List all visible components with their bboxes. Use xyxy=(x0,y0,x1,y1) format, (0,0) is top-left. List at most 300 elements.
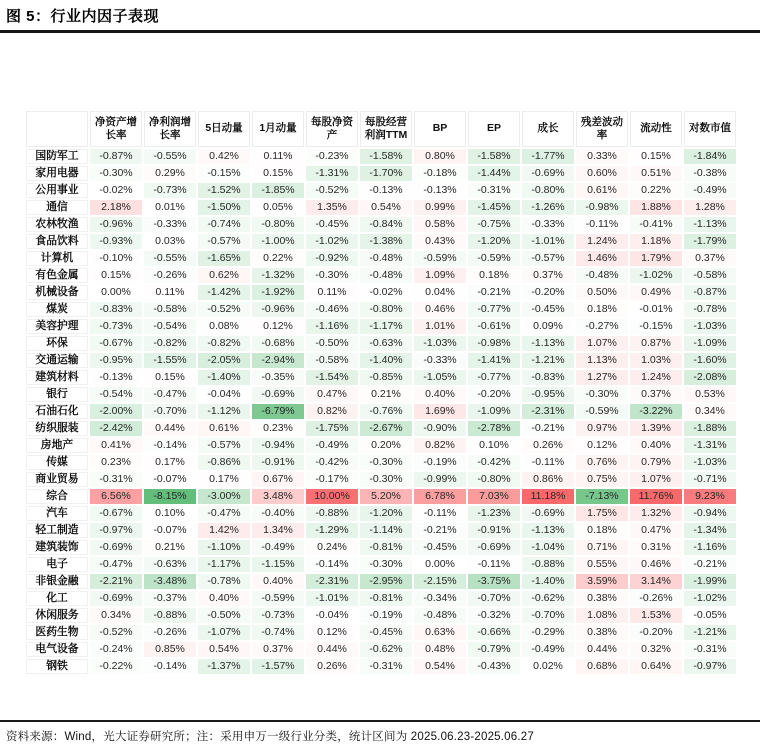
heatmap-cell: 0.87% xyxy=(630,336,682,351)
table-row xyxy=(26,642,736,657)
row-label: 环保 xyxy=(26,336,88,351)
heatmap-cell: -0.11% xyxy=(468,557,520,572)
heatmap-cell: 0.85% xyxy=(144,642,196,657)
heatmap-cell: -0.70% xyxy=(468,591,520,606)
heatmap-cell: -0.81% xyxy=(360,591,412,606)
heatmap-cell: 0.50% xyxy=(576,285,628,300)
heatmap-cell: 0.05% xyxy=(252,200,304,215)
heatmap-cell: 0.31% xyxy=(630,540,682,555)
heatmap-cell: -0.59% xyxy=(414,251,466,266)
heatmap-cell: -8.15% xyxy=(144,489,196,504)
heatmap-cell: -0.26% xyxy=(144,625,196,640)
heatmap-cell: -0.04% xyxy=(198,387,250,402)
column-header: 对数市值 xyxy=(684,111,736,147)
heatmap-cell: 0.33% xyxy=(576,149,628,164)
heatmap-cell: -0.82% xyxy=(144,336,196,351)
heatmap-cell: -0.52% xyxy=(198,302,250,317)
heatmap-cell: -0.79% xyxy=(468,642,520,657)
heatmap-cell: -0.80% xyxy=(360,302,412,317)
heatmap-cell: -0.30% xyxy=(90,166,142,181)
heatmap-cell: -0.49% xyxy=(306,438,358,453)
heatmap-cell: -1.21% xyxy=(522,353,574,368)
heatmap-cell: -1.02% xyxy=(630,268,682,283)
heatmap-cell: 0.47% xyxy=(306,387,358,402)
heatmap-cell: -0.69% xyxy=(522,166,574,181)
heatmap-cell: -0.69% xyxy=(90,540,142,555)
row-label: 农林牧渔 xyxy=(26,217,88,232)
heatmap-cell: 0.41% xyxy=(90,438,142,453)
heatmap-cell: -0.33% xyxy=(414,353,466,368)
heatmap-cell: -0.94% xyxy=(684,506,736,521)
heatmap-cell: -1.09% xyxy=(684,336,736,351)
heatmap-cell: -0.41% xyxy=(630,217,682,232)
row-label: 食品饮料 xyxy=(26,234,88,249)
heatmap-cell: -1.38% xyxy=(360,234,412,249)
heatmap-cell: -0.59% xyxy=(468,251,520,266)
table-row xyxy=(26,353,736,368)
table-row xyxy=(26,404,736,419)
heatmap-cell: -0.69% xyxy=(90,591,142,606)
row-label: 医药生物 xyxy=(26,625,88,640)
row-label: 综合 xyxy=(26,489,88,504)
heatmap-cell: 0.12% xyxy=(576,438,628,453)
heatmap-cell: -0.46% xyxy=(306,302,358,317)
row-label: 交通运输 xyxy=(26,353,88,368)
header-row xyxy=(26,111,736,147)
heatmap-cell: -0.29% xyxy=(522,625,574,640)
heatmap-cell: 0.26% xyxy=(522,438,574,453)
heatmap-cell: 0.42% xyxy=(198,149,250,164)
heatmap-cell: -1.13% xyxy=(522,336,574,351)
heatmap-cell: 0.82% xyxy=(306,404,358,419)
heatmap-cell: -0.48% xyxy=(414,608,466,623)
heatmap-cell: -1.02% xyxy=(306,234,358,249)
heatmap-cell: 0.40% xyxy=(252,574,304,589)
heatmap-cell: -0.93% xyxy=(90,234,142,249)
heatmap-cell: -0.78% xyxy=(684,302,736,317)
table-row xyxy=(26,166,736,181)
heatmap-cell: -0.30% xyxy=(306,268,358,283)
heatmap-cell: -0.76% xyxy=(360,404,412,419)
heatmap-cell: -0.80% xyxy=(252,217,304,232)
heatmap-cell: -0.88% xyxy=(144,608,196,623)
heatmap-cell: -0.73% xyxy=(144,183,196,198)
heatmap-cell: -1.57% xyxy=(252,659,304,674)
table-body xyxy=(26,149,736,674)
heatmap-cell: -0.30% xyxy=(360,455,412,470)
heatmap-cell: -1.03% xyxy=(684,455,736,470)
heatmap-cell: -1.77% xyxy=(522,149,574,164)
heatmap-cell: -0.24% xyxy=(90,642,142,657)
heatmap-cell: -0.07% xyxy=(144,472,196,487)
heatmap-cell: 0.80% xyxy=(414,149,466,164)
heatmap-cell: 6.56% xyxy=(90,489,142,504)
heatmap-cell: 0.68% xyxy=(576,659,628,674)
heatmap-cell: -1.29% xyxy=(306,523,358,538)
heatmap-cell: -1.17% xyxy=(360,319,412,334)
heatmap-cell: -1.37% xyxy=(198,659,250,674)
heatmap-cell: -0.47% xyxy=(90,557,142,572)
row-label: 石油石化 xyxy=(26,404,88,419)
heatmap-cell: -0.19% xyxy=(360,608,412,623)
heatmap-cell: -0.30% xyxy=(360,557,412,572)
heatmap-cell: 0.21% xyxy=(144,540,196,555)
heatmap-cell: 0.67% xyxy=(252,472,304,487)
heatmap-cell: 0.02% xyxy=(522,659,574,674)
heatmap-cell: -1.40% xyxy=(522,574,574,589)
heatmap-cell: 0.46% xyxy=(630,557,682,572)
heatmap-cell: -0.43% xyxy=(468,659,520,674)
heatmap-cell: -0.57% xyxy=(198,234,250,249)
heatmap-cell: -0.45% xyxy=(414,540,466,555)
heatmap-cell: 0.00% xyxy=(90,285,142,300)
heatmap-cell: 0.75% xyxy=(576,472,628,487)
heatmap-cell: -1.03% xyxy=(414,336,466,351)
table-row xyxy=(26,489,736,504)
heatmap-cell: 1.75% xyxy=(576,506,628,521)
table-row xyxy=(26,251,736,266)
heatmap-cell: 11.76% xyxy=(630,489,682,504)
heatmap-cell: -0.95% xyxy=(90,353,142,368)
heatmap-cell: 0.26% xyxy=(306,659,358,674)
heatmap-cell: 1.88% xyxy=(630,200,682,215)
heatmap-cell: -0.58% xyxy=(144,302,196,317)
row-label: 非银金融 xyxy=(26,574,88,589)
heatmap-cell: -1.34% xyxy=(684,523,736,538)
heatmap-cell: 0.24% xyxy=(306,540,358,555)
heatmap-cell: -0.97% xyxy=(90,523,142,538)
heatmap-cell: -0.15% xyxy=(198,166,250,181)
row-label: 钢铁 xyxy=(26,659,88,674)
heatmap-cell: -0.77% xyxy=(468,370,520,385)
table-row xyxy=(26,217,736,232)
heatmap-cell: 1.18% xyxy=(630,234,682,249)
column-header: 5日动量 xyxy=(198,111,250,147)
heatmap-cell: 0.20% xyxy=(360,438,412,453)
heatmap-cell: 1.03% xyxy=(630,353,682,368)
heatmap-cell: 0.37% xyxy=(522,268,574,283)
heatmap-cell: -0.11% xyxy=(414,506,466,521)
heatmap-cell: 0.71% xyxy=(576,540,628,555)
heatmap-cell: -0.32% xyxy=(468,608,520,623)
heatmap-cell: -0.14% xyxy=(144,438,196,453)
heatmap-cell: -0.48% xyxy=(576,268,628,283)
row-label: 纺织服装 xyxy=(26,421,88,436)
heatmap-cell: 0.11% xyxy=(144,285,196,300)
table-row xyxy=(26,540,736,555)
heatmap-cell: 1.79% xyxy=(630,251,682,266)
heatmap-cell: -1.85% xyxy=(252,183,304,198)
heatmap-cell: 0.40% xyxy=(198,591,250,606)
factor-heatmap-table xyxy=(24,109,738,676)
heatmap-cell: -0.69% xyxy=(468,540,520,555)
heatmap-cell: -1.31% xyxy=(684,438,736,453)
heatmap-cell: -0.97% xyxy=(684,659,736,674)
heatmap-cell: 3.59% xyxy=(576,574,628,589)
heatmap-cell: 0.54% xyxy=(360,200,412,215)
heatmap-cell: -0.19% xyxy=(414,455,466,470)
heatmap-cell: 1.69% xyxy=(414,404,466,419)
heatmap-cell: 0.44% xyxy=(144,421,196,436)
column-header: 流动性 xyxy=(630,111,682,147)
heatmap-cell: -0.98% xyxy=(468,336,520,351)
heatmap-cell: -0.02% xyxy=(90,183,142,198)
heatmap-cell: -1.70% xyxy=(360,166,412,181)
heatmap-cell: -0.35% xyxy=(252,370,304,385)
heatmap-cell: -0.80% xyxy=(468,472,520,487)
heatmap-cell: -0.90% xyxy=(414,421,466,436)
heatmap-cell: 0.17% xyxy=(144,455,196,470)
heatmap-cell: -0.15% xyxy=(630,319,682,334)
heatmap-cell: -0.86% xyxy=(198,455,250,470)
heatmap-cell: 0.34% xyxy=(684,404,736,419)
heatmap-cell: -0.34% xyxy=(414,591,466,606)
heatmap-cell: -2.21% xyxy=(90,574,142,589)
heatmap-cell: -1.23% xyxy=(468,506,520,521)
heatmap-cell: 0.11% xyxy=(306,285,358,300)
heatmap-cell: -0.69% xyxy=(522,506,574,521)
heatmap-cell: 0.22% xyxy=(630,183,682,198)
row-label: 银行 xyxy=(26,387,88,402)
heatmap-cell: -2.67% xyxy=(360,421,412,436)
heatmap-cell: -1.12% xyxy=(198,404,250,419)
heatmap-cell: 0.40% xyxy=(414,387,466,402)
heatmap-cell: 1.42% xyxy=(198,523,250,538)
heatmap-cell: 0.47% xyxy=(630,523,682,538)
heatmap-cell: -1.17% xyxy=(198,557,250,572)
heatmap-cell: 0.37% xyxy=(684,251,736,266)
heatmap-cell: 0.15% xyxy=(252,166,304,181)
heatmap-cell: 0.53% xyxy=(684,387,736,402)
heatmap-cell: -1.75% xyxy=(306,421,358,436)
heatmap-cell: -0.49% xyxy=(684,183,736,198)
heatmap-cell: -1.54% xyxy=(306,370,358,385)
figure-title-block xyxy=(0,0,760,33)
heatmap-cell: 0.23% xyxy=(252,421,304,436)
heatmap-cell: -1.42% xyxy=(198,285,250,300)
table-row xyxy=(26,336,736,351)
heatmap-cell: 2.18% xyxy=(90,200,142,215)
heatmap-cell: 0.51% xyxy=(630,166,682,181)
heatmap-cell: 0.15% xyxy=(90,268,142,283)
heatmap-cell: 0.48% xyxy=(414,642,466,657)
heatmap-cell: -0.83% xyxy=(522,370,574,385)
heatmap-cell: -0.33% xyxy=(144,217,196,232)
corner-cell xyxy=(26,111,88,147)
table-row xyxy=(26,574,736,589)
heatmap-cell: -2.15% xyxy=(414,574,466,589)
heatmap-cell: -0.77% xyxy=(468,302,520,317)
heatmap-cell: -2.42% xyxy=(90,421,142,436)
heatmap-cell: -1.44% xyxy=(468,166,520,181)
heatmap-cell: -3.22% xyxy=(630,404,682,419)
heatmap-cell: -0.70% xyxy=(522,608,574,623)
heatmap-cell: -0.68% xyxy=(252,336,304,351)
table-row xyxy=(26,319,736,334)
column-header: 每股经营利润TTM xyxy=(360,111,412,147)
heatmap-cell: -0.50% xyxy=(306,336,358,351)
heatmap-cell: -0.74% xyxy=(198,217,250,232)
heatmap-cell: -0.67% xyxy=(90,336,142,351)
heatmap-cell: -1.03% xyxy=(684,319,736,334)
column-header: 每股净资产 xyxy=(306,111,358,147)
heatmap-cell: 0.03% xyxy=(144,234,196,249)
heatmap-cell: 0.60% xyxy=(576,166,628,181)
heatmap-cell: -1.88% xyxy=(684,421,736,436)
heatmap-cell: -0.48% xyxy=(360,251,412,266)
heatmap-cell: -0.73% xyxy=(90,319,142,334)
heatmap-cell: 0.10% xyxy=(144,506,196,521)
heatmap-cell: -0.07% xyxy=(144,523,196,538)
heatmap-cell: -0.96% xyxy=(90,217,142,232)
column-header: EP xyxy=(468,111,520,147)
heatmap-cell: 0.18% xyxy=(576,302,628,317)
heatmap-cell: 0.11% xyxy=(252,149,304,164)
heatmap-cell: 0.46% xyxy=(414,302,466,317)
heatmap-cell: -0.42% xyxy=(306,455,358,470)
heatmap-cell: -1.20% xyxy=(360,506,412,521)
table-row xyxy=(26,506,736,521)
heatmap-cell: -1.07% xyxy=(198,625,250,640)
heatmap-cell: 0.76% xyxy=(576,455,628,470)
heatmap-cell: -0.75% xyxy=(468,217,520,232)
table-row xyxy=(26,659,736,674)
heatmap-cell: -1.20% xyxy=(468,234,520,249)
heatmap-cell: -0.11% xyxy=(576,217,628,232)
heatmap-cell: -1.10% xyxy=(198,540,250,555)
column-header: BP xyxy=(414,111,466,147)
heatmap-cell: -1.01% xyxy=(306,591,358,606)
heatmap-cell: 10.00% xyxy=(306,489,358,504)
row-label: 计算机 xyxy=(26,251,88,266)
heatmap-cell: 9.23% xyxy=(684,489,736,504)
heatmap-cell: 1.07% xyxy=(576,336,628,351)
row-label: 休闲服务 xyxy=(26,608,88,623)
row-label: 房地产 xyxy=(26,438,88,453)
row-label: 通信 xyxy=(26,200,88,215)
table-row xyxy=(26,268,736,283)
heatmap-cell: 0.37% xyxy=(630,387,682,402)
heatmap-cell: -0.71% xyxy=(684,472,736,487)
heatmap-cell: 0.09% xyxy=(522,319,574,334)
heatmap-cell: -2.94% xyxy=(252,353,304,368)
table-row xyxy=(26,455,736,470)
heatmap-cell: -0.13% xyxy=(90,370,142,385)
heatmap-cell: 0.37% xyxy=(252,642,304,657)
heatmap-cell: 0.86% xyxy=(522,472,574,487)
row-label: 家用电器 xyxy=(26,166,88,181)
heatmap-cell: 0.32% xyxy=(630,642,682,657)
heatmap-cell: -0.87% xyxy=(684,285,736,300)
heatmap-cell: -2.95% xyxy=(360,574,412,589)
heatmap-cell: -1.21% xyxy=(684,625,736,640)
heatmap-cell: -0.30% xyxy=(360,472,412,487)
row-label: 美容护理 xyxy=(26,319,88,334)
heatmap-cell: -1.31% xyxy=(306,166,358,181)
heatmap-cell: -1.16% xyxy=(684,540,736,555)
heatmap-cell: -0.92% xyxy=(306,251,358,266)
heatmap-cell: -0.45% xyxy=(522,302,574,317)
heatmap-cell: 0.04% xyxy=(414,285,466,300)
table-row xyxy=(26,285,736,300)
table-row xyxy=(26,608,736,623)
heatmap-cell: -0.54% xyxy=(144,319,196,334)
heatmap-cell: -1.92% xyxy=(252,285,304,300)
heatmap-cell: -0.66% xyxy=(468,625,520,640)
heatmap-cell: -0.26% xyxy=(630,591,682,606)
heatmap-cell: -0.82% xyxy=(198,336,250,351)
row-label: 汽车 xyxy=(26,506,88,521)
heatmap-cell: -0.63% xyxy=(144,557,196,572)
heatmap-cell: -0.26% xyxy=(144,268,196,283)
heatmap-cell: -0.33% xyxy=(522,217,574,232)
heatmap-cell: -0.20% xyxy=(522,285,574,300)
table-row xyxy=(26,370,736,385)
heatmap-cell: 7.03% xyxy=(468,489,520,504)
heatmap-cell: -1.84% xyxy=(684,149,736,164)
heatmap-cell: -2.08% xyxy=(684,370,736,385)
row-label: 传媒 xyxy=(26,455,88,470)
row-label: 建筑装饰 xyxy=(26,540,88,555)
heatmap-cell: 0.79% xyxy=(630,455,682,470)
heatmap-cell: 1.46% xyxy=(576,251,628,266)
heatmap-cell: -0.31% xyxy=(468,183,520,198)
heatmap-cell: -0.50% xyxy=(198,608,250,623)
heatmap-cell: -0.57% xyxy=(198,438,250,453)
heatmap-cell: 1.24% xyxy=(630,370,682,385)
heatmap-cell: 0.38% xyxy=(576,625,628,640)
heatmap-cell: -2.31% xyxy=(306,574,358,589)
heatmap-cell: -1.55% xyxy=(144,353,196,368)
heatmap-cell: 1.01% xyxy=(414,319,466,334)
heatmap-cell: -0.52% xyxy=(90,625,142,640)
heatmap-cell: -2.05% xyxy=(198,353,250,368)
table-row xyxy=(26,421,736,436)
row-label: 化工 xyxy=(26,591,88,606)
heatmap-cell: -0.80% xyxy=(522,183,574,198)
heatmap-cell: 0.17% xyxy=(198,472,250,487)
heatmap-cell: -1.01% xyxy=(522,234,574,249)
heatmap-cell: 0.15% xyxy=(144,370,196,385)
heatmap-cell: 0.99% xyxy=(414,200,466,215)
heatmap-cell: -0.85% xyxy=(360,370,412,385)
heatmap-cell: -0.81% xyxy=(360,540,412,555)
heatmap-cell: -1.13% xyxy=(522,523,574,538)
heatmap-cell: 0.54% xyxy=(198,642,250,657)
heatmap-cell: 0.29% xyxy=(144,166,196,181)
heatmap-cell: 1.27% xyxy=(576,370,628,385)
heatmap-cell: -1.16% xyxy=(306,319,358,334)
heatmap-cell: 0.34% xyxy=(90,608,142,623)
heatmap-cell: -0.45% xyxy=(360,625,412,640)
table-row xyxy=(26,234,736,249)
heatmap-cell: -0.20% xyxy=(630,625,682,640)
heatmap-cell: 0.63% xyxy=(414,625,466,640)
heatmap-cell: -0.11% xyxy=(522,455,574,470)
heatmap-cell: -0.59% xyxy=(576,404,628,419)
heatmap-cell: 0.62% xyxy=(198,268,250,283)
heatmap-cell: -1.45% xyxy=(468,200,520,215)
heatmap-cell: 1.53% xyxy=(630,608,682,623)
table-row xyxy=(26,625,736,640)
heatmap-cell: 1.13% xyxy=(576,353,628,368)
table-row xyxy=(26,302,736,317)
heatmap-cell: -1.14% xyxy=(360,523,412,538)
table-row xyxy=(26,472,736,487)
heatmap-cell: -3.48% xyxy=(144,574,196,589)
heatmap-cell: -0.31% xyxy=(360,659,412,674)
heatmap-cell: -0.55% xyxy=(144,149,196,164)
